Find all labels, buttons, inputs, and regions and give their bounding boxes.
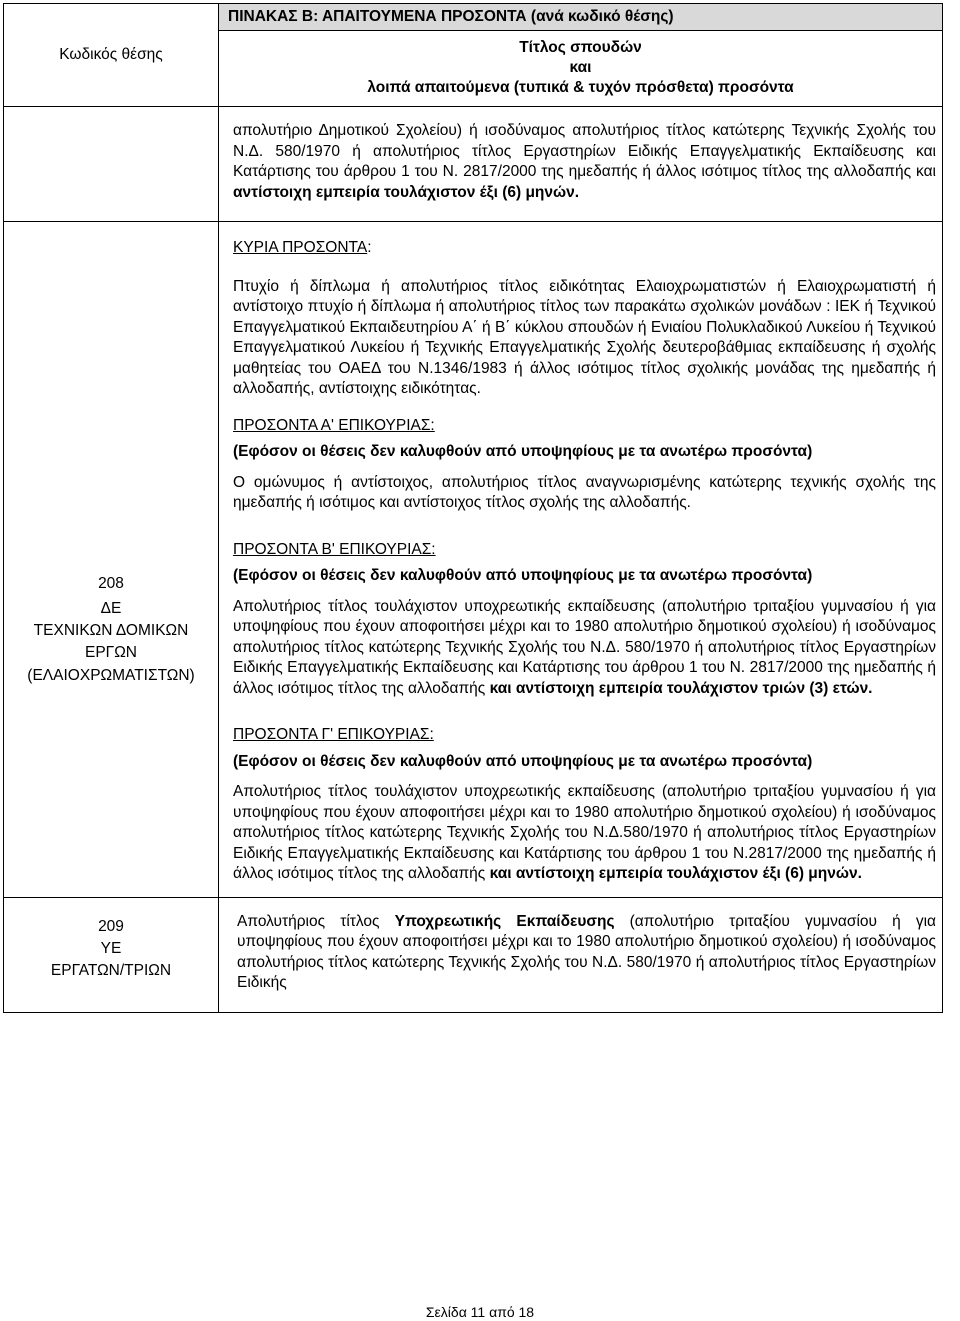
a-qualifications-heading: ΠΡΟΣΟΝΤΑ Α' ΕΠΙΚΟΥΡΙΑΣ: [233, 416, 435, 434]
a-qualifications-note: (Εφόσον οι θέσεις δεν καλυφθούν από υποψηφίους με τα ανωτέρω προσόντα) [233, 443, 813, 460]
code-column-label: Κωδικός θέσης [59, 46, 163, 63]
code-cell-208 [4, 222, 219, 898]
table-title-text: ΠΙΝΑΚΑΣ Β: ΑΠΑΙΤΟΥΜΕΝΑ ΠΡΟΣΟΝΤΑ (ανά κωδικό θέσης) [228, 8, 674, 25]
main-qualifications-text: Πτυχίο ή δίπλωμα ή απολυτήριος τίτλος ειδικότητας Ελαιοχρωματιστών ή Ελαιοχρωματιστή ή αντίστοιχο πτυχίο ή δίπλωμα ή απολυτήριος τίτλος των παρακάτω σχολικών μονάδων : ΙΕΚ ή Τεχνικού Επαγγελματικού Εκπαιδευτηρίου Α΄ ή Β΄ κύκλου σπουδών ή Ενιαίου Πολυκλαδικού Λυκείου ή Τεχνικού Επαγγελματικού Λυκείου ή Τεχνικής Επαγγελματικής Σχολής δευτεροβάθμιας εκπαίδευσης ή σχολής μαθητείας του ΟΑΕΔ του Ν.1346/1983 ή άλλος ισότιμος τίτλος σχολικής μονάδας της ημεδαπής ή αλλοδαπής, αντίστοιχης ειδικότητας. [233, 277, 936, 397]
position-category: ΔΕ [100, 600, 122, 618]
continuation-content-cell [219, 107, 943, 222]
position-name-line1: ΤΕΧΝΙΚΩΝ ΔΟΜΙΚΩΝ [33, 622, 189, 640]
content-cell-208 [219, 222, 943, 898]
position-name-line3: (ΕΛΑΙΟΧΡΩΜΑΤΙΣΤΩΝ) [27, 667, 195, 685]
b-qualifications-bold: και αντίστοιχη εμπειρία τουλάχιστον τριών (3) ετών. [489, 679, 873, 697]
title-header-line1: Τίτλος σπουδών [519, 39, 642, 56]
header-code-column [4, 4, 219, 107]
row-209-bold: Υποχρεωτικής Εκπαίδευσης [394, 912, 615, 930]
continuation-code-cell [4, 107, 219, 222]
requirements-table [3, 3, 943, 1013]
position-name-line1: ΕΡΓΑΤΩΝ/ΤΡΙΩΝ [50, 961, 172, 979]
c-qualifications-heading: ΠΡΟΣΟΝΤΑ Γ' ΕΠΙΚΟΥΡΙΑΣ: [233, 726, 434, 743]
main-qualifications-heading: ΚΥΡΙΑ ΠΡΟΣΟΝΤΑ: [233, 239, 372, 256]
title-header-line2: και [569, 59, 592, 76]
title-header-line3: λοιπά απαιτούμενα (τυπικά & τυχόν πρόσθετα) προσόντα [367, 79, 794, 96]
header-title-column [219, 31, 943, 107]
b-qualifications-heading: ΠΡΟΣΟΝΤΑ Β' ΕΠΙΚΟΥΡΙΑΣ: [233, 540, 436, 558]
row-209-text: Απολυτήριος τίτλος Υποχρεωτικής Εκπαίδευσης (απολυτήριο τριταξίου γυμνασίου ή για υποψηφίους που έχουν αποφοιτήσει μέχρι και το 1980 απολυτήριο δημοτικού σχολείου) ή ισοδύναμος απολυτήριος τίτλος κατώτερης Τεχνικής Σχολής του Ν.Δ. 580/1970 ή απολυτήριος τίτλος Εργαστηρίων Ειδικής [237, 912, 936, 991]
c-qualifications-note: (Εφόσον οι θέσεις δεν καλυφθούν από υποψηφίους με τα ανωτέρω προσόντα) [233, 752, 813, 770]
code-cell-209 [4, 897, 219, 1012]
b-qualifications-text: Απολυτήριος τίτλος τουλάχιστον υποχρεωτικής εκπαίδευσης (απολυτήριο τριταξίου γυμνασίου ή για υποψηφίους που έχουν αποφοιτήσει μέχρι και το 1980 απολυτήριο δημοτικού σχολείου) ή ισοδύναμος απολυτήριος τίτλος κατώτερης Τεχνικής Σχολής του Ν.Δ. 580/1970 ή απολυτήριος τίτλος Εργαστηρίων Ειδικής Επαγγελματικής Εκπαίδευσης και Κατάρτισης του άρθρου 1 του Ν. 2817/2000 της ημεδαπής ή άλλος ισότιμος τίτλος της αλλοδαπής και αντίστοιχη εμπειρία τουλάχιστον τριών (3) ετών. [233, 597, 936, 697]
c-qualifications-bold: και αντίστοιχη εμπειρία τουλάχιστον έξι (6) μηνών. [489, 865, 862, 882]
b-qualifications-note: (Εφόσον οι θέσεις δεν καλυφθούν από υποψηφίους με τα ανωτέρω προσόντα) [233, 567, 813, 584]
continuation-text: απολυτήριο Δημοτικού Σχολείου) ή ισοδύναμος απολυτήριος τίτλος κατώτερης Τεχνικής Σχολής του Ν.Δ. 580/1970 ή απολυτήριος τίτλος Εργαστηρίων Ειδικής Επαγγελματικής Εκπαίδευσης και Κατάρτισης του άρθρου 1 του Ν. 2817/2000 της ημεδαπής ή άλλος ισότιμος τίτλος της αλλοδαπής και αντίστοιχη εμπειρία τουλάχιστον έξι (6) μηνών. [233, 122, 936, 201]
position-code: 209 [98, 917, 124, 935]
c-qualifications-text: Απολυτήριος τίτλος τουλάχιστον υποχρεωτικής εκπαίδευσης (απολυτήριο τριταξίου γυμνασίου ή για υποψηφίους που έχουν αποφοιτήσει μέχρι και το 1980 απολυτήριο δημοτικού σχολείου) ή ισοδύναμος απολυτήριος τίτλος κατώτερης Τεχνικής Σχολής του Ν.Δ.580/1970 ή απολυτήριος τίτλος Εργαστηρίων Ειδικής Επαγγελματικής Εκπαίδευσης και Κατάρτισης του άρθρου 1 του Ν.2817/2000 της ημεδαπής ή άλλος ισότιμος τίτλος της αλλοδαπής και αντίστοιχη εμπειρία τουλάχιστον έξι (6) μηνών. [233, 783, 936, 882]
table-title [219, 4, 943, 31]
content-cell-209 [219, 897, 943, 1012]
page-number: Σελίδα 11 από 18 [425, 1304, 535, 1320]
position-name-line2: ΕΡΓΩΝ [85, 644, 137, 662]
position-code: 208 [98, 575, 124, 593]
position-category: ΥΕ [100, 939, 122, 957]
a-qualifications-text: Ο ομώνυμος ή αντίστοιχος, απολυτήριος τίτλος αναγνωρισμένης κατώτερης τεχνικής σχολής της ημεδαπής ή ισότιμος και αντίστοιχος τίτλος σχολής της αλλοδαπής. [233, 473, 936, 511]
continuation-bold-text: αντίστοιχη εμπειρία τουλάχιστον έξι (6) μηνών. [233, 183, 580, 201]
